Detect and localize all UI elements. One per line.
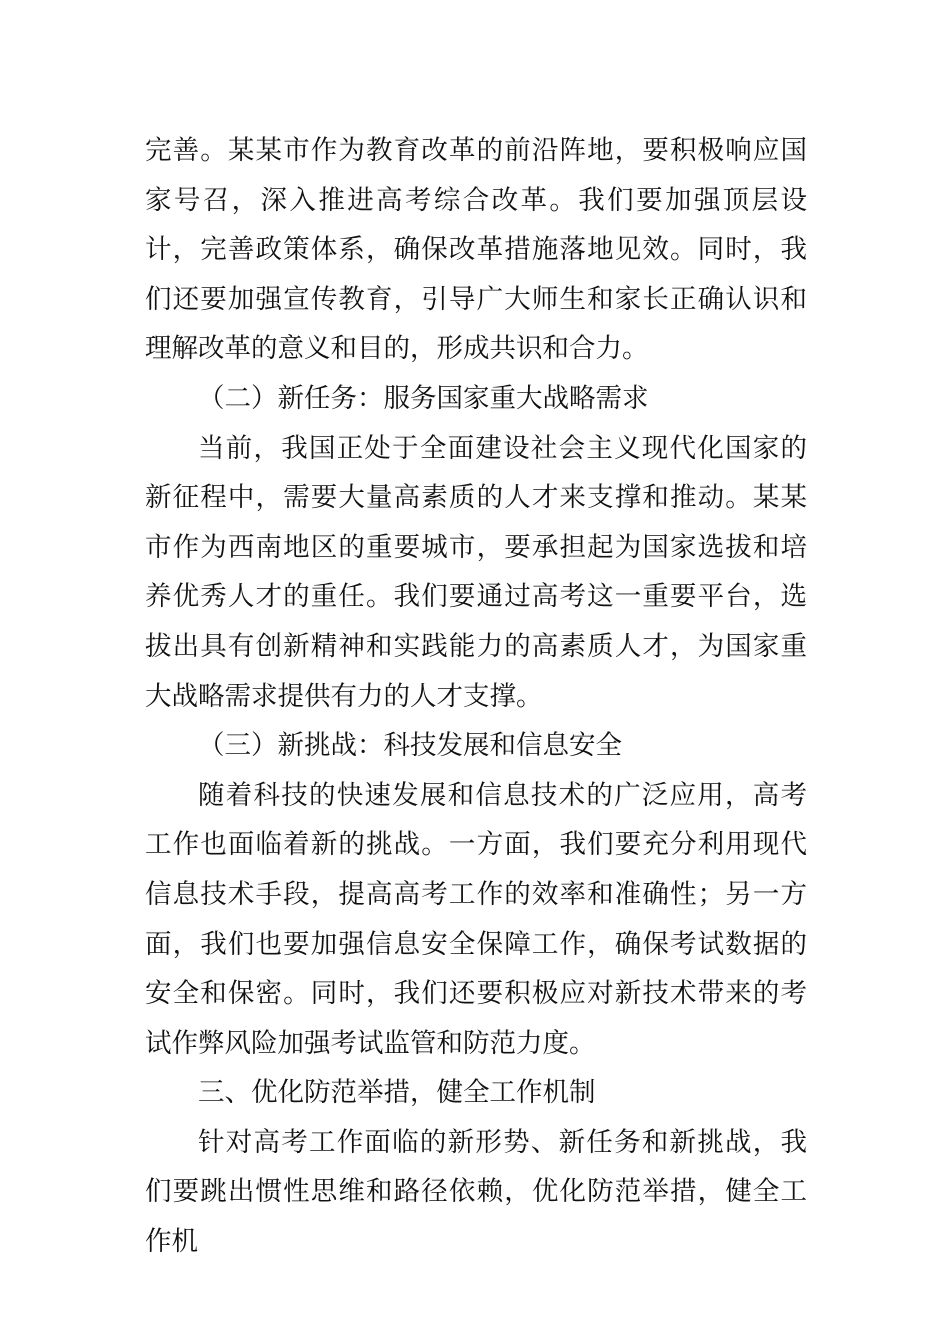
paragraph-new-tasks: 当前，我国正处于全面建设社会主义现代化国家的新征程中，需要大量高素质的人才来支撑和推动。某某市作为西南地区的重要城市，要承担起为国家选拔和培养优秀人才的重任。我们要通过高考这一重要平台，选拔出具有创新精神和实践能力的高素质人才，为国家重大战略需求提供有力的人才支撑。 (145, 432, 807, 712)
paragraph-new-challenges: 随着科技的快速发展和信息技术的广泛应用，高考工作也面临着新的挑战。一方面，我们要充分利用现代信息技术手段，提高高考工作的效率和准确性；另一方面，我们也要加强信息安全保障工作，确保考试数据的安全和保密。同时，我们还要积极应对新技术带来的考试作弊风险加强考试监管和防范力度。 (145, 779, 807, 1059)
paragraph-continuation: 完善。某某市作为教育改革的前沿阵地，要积极响应国家号召，深入推进高考综合改革。我们要加强顶层设计，完善政策体系，确保改革措施落地见效。同时，我们还要加强宣传教育，引导广大师生和家长正确认识和理解改革的意义和目的，形成共识和合力。 (145, 135, 807, 365)
paragraph-optimize-measures: 针对高考工作面临的新形势、新任务和新挑战，我们要跳出惯性思维和路径依赖，优化防范举措，健全工作机 (145, 1126, 807, 1258)
subheading-new-tasks: （二）新任务：服务国家重大战略需求 (198, 382, 649, 414)
section-heading-optimize-measures: 三、优化防范举措，健全工作机制 (198, 1077, 596, 1109)
subheading-new-challenges: （三）新挑战：科技发展和信息安全 (198, 730, 622, 762)
document-body (145, 126, 807, 1267)
